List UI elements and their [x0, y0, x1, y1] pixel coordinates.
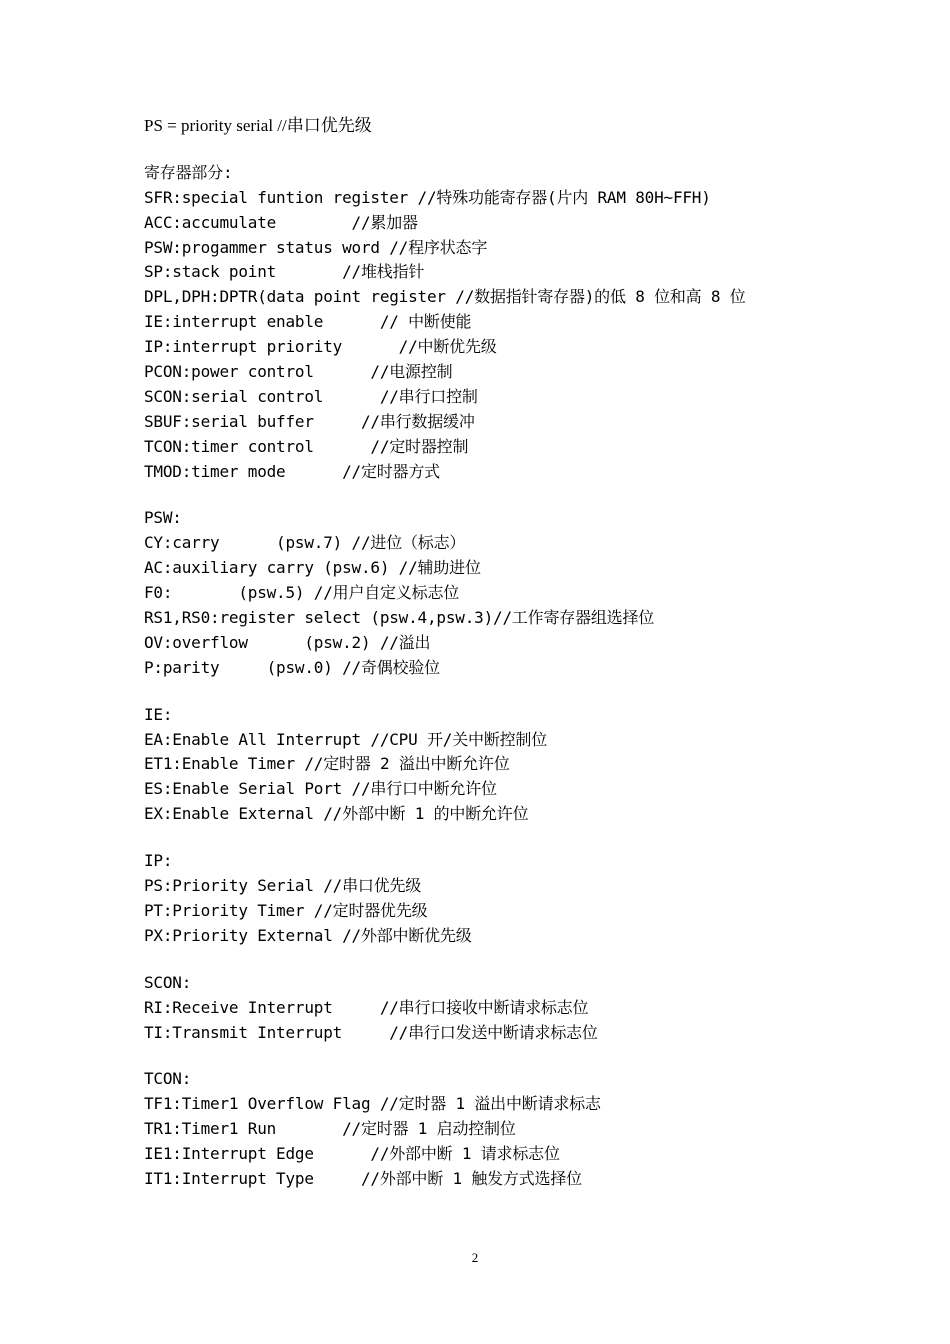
register-line-ie: IE:interrupt enable // 中断使能 [144, 312, 472, 332]
scon-line-ri: RI:Receive Interrupt //串行口接收中断请求标志位 [144, 997, 589, 1017]
register-line-dptr: DPL,DPH:DPTR(data point register //数据指针寄存器)的低 8 位和高 8 位 [144, 287, 746, 307]
tcon-line-ie1: IE1:Interrupt Edge //外部中断 1 请求标志位 [144, 1144, 560, 1164]
register-line-ip: IP:interrupt priority //中断优先级 [144, 337, 497, 357]
ie-section [144, 703, 864, 827]
register-line-pcon: PCON:power control //电源控制 [144, 362, 453, 382]
tcon-line-tr1: TR1:Timer1 Run //定时器 1 启动控制位 [144, 1119, 516, 1139]
ip-heading: IP: [144, 851, 173, 871]
register-line-scon: SCON:serial control //串行口控制 [144, 386, 478, 406]
scon-heading: SCON: [144, 972, 192, 992]
ie-heading: IE: [144, 704, 173, 724]
ie-line-ea: EA:Enable All Interrupt //CPU 开/关中断控制位 [144, 729, 548, 749]
ps-definition-line: PS = priority serial //串口优先级 [144, 116, 372, 135]
tcon-heading: TCON: [144, 1069, 192, 1089]
register-line-psw: PSW:progammer status word //程序状态字 [144, 237, 488, 257]
ip-line-ps: PS:Priority Serial //串口优先级 [144, 876, 422, 896]
tcon-line-it1: IT1:Interrupt Type //外部中断 1 触发方式选择位 [144, 1168, 582, 1188]
register-line-acc: ACC:accumulate //累加器 [144, 212, 418, 232]
page-number: 2 [471, 1250, 479, 1265]
scon-section [144, 971, 864, 1046]
register-line-sfr: SFR:special funtion register //特殊功能寄存器(片内 RAM 80H~FFH) [144, 187, 711, 207]
psw-line-rs: RS1,RS0:register select (psw.4,psw.3)//工作寄存器组选择位 [144, 608, 655, 628]
ip-line-pt: PT:Priority Timer //定时器优先级 [144, 900, 428, 920]
registers-section [144, 161, 864, 485]
section-gap [144, 139, 864, 161]
section-gap [144, 1045, 864, 1067]
psw-line-ov: OV:overflow (psw.2) //溢出 [144, 632, 431, 652]
ie-line-et1: ET1:Enable Timer //定时器 2 溢出中断允许位 [144, 754, 510, 774]
ip-line-px: PX:Priority External //外部中断优先级 [144, 925, 472, 945]
tcon-line-tf1: TF1:Timer1 Overflow Flag //定时器 1 溢出中断请求标志 [144, 1094, 601, 1114]
psw-line-cy: CY:carry (psw.7) //进位（标志） [144, 533, 466, 553]
registers-heading: 寄存器部分: [144, 162, 233, 182]
document-body [144, 114, 864, 1192]
ie-line-es: ES:Enable Serial Port //串行口中断允许位 [144, 779, 497, 799]
psw-line-f0: F0: (psw.5) //用户自定义标志位 [144, 583, 460, 603]
psw-heading: PSW: [144, 508, 182, 528]
register-line-sbuf: SBUF:serial buffer //串行数据缓冲 [144, 411, 475, 431]
section-gap [144, 484, 864, 506]
psw-line-ac: AC:auxiliary carry (psw.6) //辅助进位 [144, 558, 481, 578]
register-line-sp: SP:stack point //堆栈指针 [144, 262, 425, 282]
section-gap [144, 949, 864, 971]
scon-line-ti: TI:Transmit Interrupt //串行口发送中断请求标志位 [144, 1022, 598, 1042]
psw-section [144, 506, 864, 680]
section-gap [144, 681, 864, 703]
ip-section [144, 849, 864, 949]
register-line-tcon: TCON:timer control //定时器控制 [144, 436, 469, 456]
register-line-tmod: TMOD:timer mode //定时器方式 [144, 461, 440, 481]
section-gap [144, 827, 864, 849]
psw-line-p: P:parity (psw.0) //奇偶校验位 [144, 657, 440, 677]
ie-line-ex: EX:Enable External //外部中断 1 的中断允许位 [144, 804, 529, 824]
tcon-section [144, 1067, 864, 1191]
